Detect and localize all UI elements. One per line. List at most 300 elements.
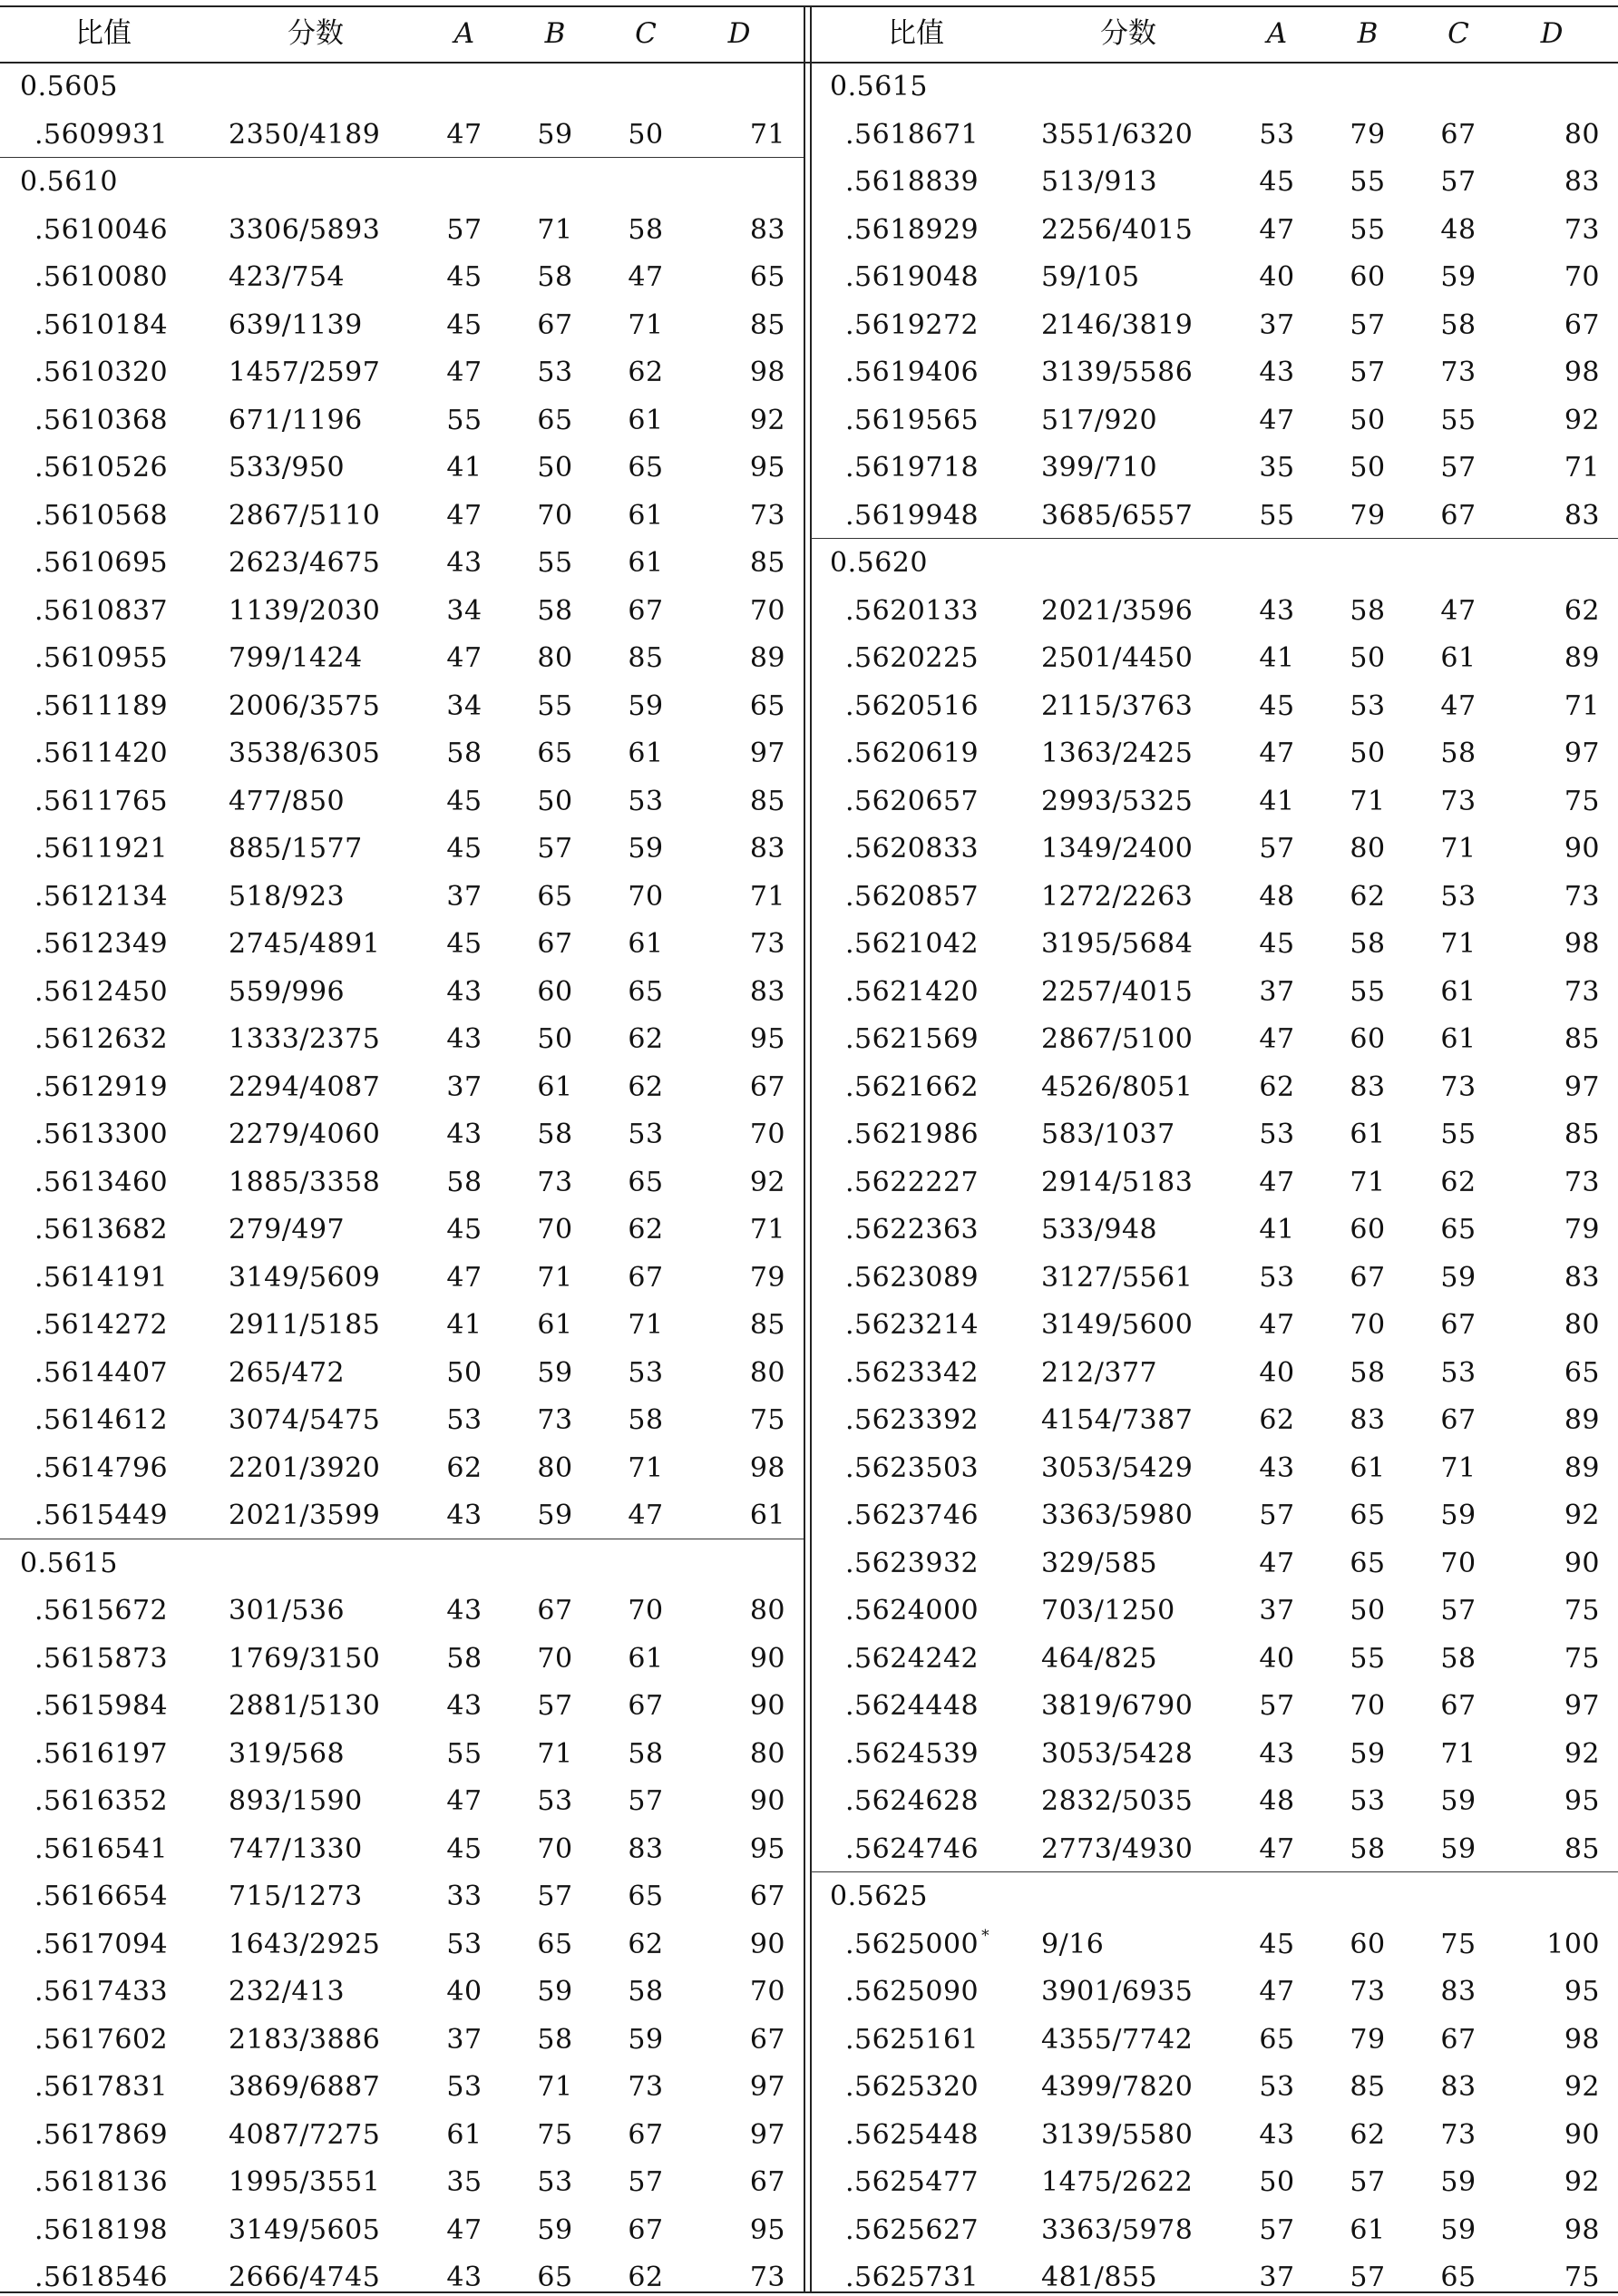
gear-d-value: 97 xyxy=(1564,1690,1600,1722)
fraction-value: 2867/5100 xyxy=(1041,1023,1194,1055)
ratio-text: .5619565 xyxy=(845,404,980,436)
gear-d-value: 92 xyxy=(1564,2071,1600,2103)
gear-a-value: 48 xyxy=(1259,1785,1295,1817)
ratio-text: .5620619 xyxy=(845,738,980,769)
gear-b-value: 50 xyxy=(1350,642,1386,674)
ratio-value xyxy=(845,1070,980,1103)
ratio-value xyxy=(845,785,980,817)
ratio-value xyxy=(845,1502,979,1529)
gear-b-value: 61 xyxy=(1350,2213,1386,2246)
gear-b-value: 53 xyxy=(537,357,573,388)
gear-b-value: 61 xyxy=(537,1070,573,1103)
ratio-text: .5624448 xyxy=(845,1690,980,1722)
gear-a-value: 58 xyxy=(446,1166,482,1198)
gear-b-value: 67 xyxy=(537,308,573,341)
gear-d-value: 80 xyxy=(1564,118,1600,151)
gear-b-value: 83 xyxy=(1350,1404,1386,1436)
gear-b-value: 73 xyxy=(1350,1976,1386,2008)
fraction-value: 3306/5893 xyxy=(229,213,381,246)
gear-c-value: 57 xyxy=(1440,452,1477,484)
gear-d-value: 73 xyxy=(749,2262,785,2293)
gear-b-value: 55 xyxy=(537,689,573,722)
gear-d-value: 97 xyxy=(1564,738,1600,769)
ratio-text: .5614272 xyxy=(34,1309,169,1341)
ratio-text: .5618546 xyxy=(34,2262,169,2293)
gear-c-value: 71 xyxy=(628,308,664,341)
ratio-value xyxy=(845,308,980,341)
gear-b-value: 65 xyxy=(537,2262,573,2293)
gear-a-value: 53 xyxy=(446,1928,482,1960)
ratio-text: .5619272 xyxy=(845,308,980,341)
gear-c-value: 57 xyxy=(1440,166,1477,198)
gear-c-value: 61 xyxy=(628,547,664,579)
fraction-value: 2201/3920 xyxy=(229,1451,381,1484)
gear-a-value: 47 xyxy=(446,357,482,388)
gear-c-value: 55 xyxy=(1440,1119,1477,1150)
gear-c-value: 61 xyxy=(628,404,664,436)
ratio-value xyxy=(845,1261,980,1294)
ratio-value xyxy=(845,1121,979,1148)
ratio-value xyxy=(34,1642,169,1675)
gear-c-value: 50 xyxy=(628,118,664,151)
ratio-text: .5625448 xyxy=(845,2118,980,2151)
gear-c-value: 83 xyxy=(1440,1976,1477,2008)
ratio-text: .5620225 xyxy=(845,642,980,674)
gear-d-value: 85 xyxy=(1564,1119,1600,1150)
gear-c-value: 70 xyxy=(628,880,664,913)
fraction-value: 399/710 xyxy=(1041,452,1158,484)
gear-b-value: 50 xyxy=(1350,738,1386,769)
ratio-value xyxy=(34,1356,169,1389)
gear-b-value: 75 xyxy=(537,2118,573,2151)
gear-c-value: 83 xyxy=(628,1832,664,1865)
ratio-value xyxy=(34,1978,168,2006)
gear-c-value: 70 xyxy=(1440,1547,1477,1579)
gear-d-value: 62 xyxy=(1564,594,1600,627)
gear-c-value: 57 xyxy=(628,1785,664,1817)
footnote-marker: * xyxy=(981,1926,990,1945)
gear-c-value: 48 xyxy=(1440,213,1477,246)
ratio-text: .5612919 xyxy=(34,1070,169,1103)
gear-c-value: 53 xyxy=(628,785,664,817)
ratio-text: .5615873 xyxy=(34,1642,169,1675)
ratio-text: .5609931 xyxy=(34,118,169,151)
ratio-value xyxy=(845,1832,980,1865)
ratio-value xyxy=(34,261,169,293)
gear-b-value: 65 xyxy=(537,738,573,769)
ratio-value xyxy=(34,1737,169,1770)
ratio-value xyxy=(34,1309,169,1341)
fraction-value: 2294/4087 xyxy=(229,1070,381,1103)
gear-d-value: 90 xyxy=(749,1785,785,1817)
ratio-text: .5616654 xyxy=(34,1881,169,1912)
fraction-value: 3901/6935 xyxy=(1041,1976,1194,2008)
fraction-value: 212/377 xyxy=(1041,1356,1158,1389)
gear-a-value: 40 xyxy=(1259,261,1295,293)
gear-b-value: 80 xyxy=(537,642,573,674)
gear-a-value: 43 xyxy=(446,975,482,1008)
ratio-text: .5612349 xyxy=(34,928,169,960)
gear-c-value: 61 xyxy=(628,738,664,769)
gear-d-value: 83 xyxy=(749,975,785,1008)
ratio-text: .5617433 xyxy=(34,1976,169,2008)
gear-d-value: 90 xyxy=(749,1928,785,1960)
ratio-text: .5624539 xyxy=(845,1737,980,1770)
ratio-text: .5616197 xyxy=(34,1737,169,1770)
gear-c-value: 58 xyxy=(1440,738,1477,769)
gear-b-value: 61 xyxy=(1350,1119,1386,1150)
fraction-value: 2006/3575 xyxy=(229,689,381,722)
ratio-text: .5610046 xyxy=(34,213,169,246)
group-heading: 0.5615 xyxy=(20,1547,118,1579)
gear-c-value: 71 xyxy=(628,1451,664,1484)
header-rule xyxy=(0,62,1618,64)
gear-d-value: 73 xyxy=(749,499,785,532)
ratio-value xyxy=(845,740,979,767)
gear-d-value: 73 xyxy=(1564,1166,1600,1198)
gear-c-value: 67 xyxy=(1440,1404,1477,1436)
gear-c-value: 59 xyxy=(1440,2213,1477,2246)
ratio-value xyxy=(34,785,169,817)
ratio-text: .5612632 xyxy=(34,1023,169,1055)
gear-c-value: 65 xyxy=(628,452,664,484)
ratio-text: .5624628 xyxy=(845,1785,980,1817)
gear-c-value: 71 xyxy=(1440,1737,1477,1770)
fraction-value: 4399/7820 xyxy=(1041,2071,1194,2103)
gear-a-value: 43 xyxy=(446,1690,482,1722)
gear-d-value: 98 xyxy=(1564,2213,1600,2246)
gear-b-value: 79 xyxy=(1350,499,1386,532)
ratio-text: .5625731 xyxy=(845,2262,980,2293)
gear-c-value: 85 xyxy=(628,642,664,674)
fraction-value: 3127/5561 xyxy=(1041,1261,1194,1294)
fraction-value: 2021/3596 xyxy=(1041,594,1194,627)
gear-b-value: 67 xyxy=(537,928,573,960)
gear-b-value: 67 xyxy=(537,1595,573,1627)
gear-d-value: 75 xyxy=(1564,1595,1600,1627)
fraction-value: 3053/5429 xyxy=(1041,1451,1194,1484)
gear-c-value: 53 xyxy=(1440,880,1477,913)
ratio-text: .5623932 xyxy=(845,1547,980,1579)
gear-b-value: 60 xyxy=(537,975,573,1008)
gear-d-value: 80 xyxy=(1564,1309,1600,1341)
ratio-value xyxy=(845,1404,980,1436)
gear-a-value: 47 xyxy=(446,1261,482,1294)
fraction-value: 423/754 xyxy=(229,261,346,293)
gear-c-value: 62 xyxy=(628,1023,664,1055)
ratio-value xyxy=(34,308,169,341)
gear-a-value: 50 xyxy=(446,1356,482,1389)
fraction-value: 583/1037 xyxy=(1041,1119,1175,1150)
gear-c-value: 73 xyxy=(1440,785,1477,817)
group-heading: 0.5605 xyxy=(20,71,118,103)
gear-d-value: 67 xyxy=(1564,308,1600,341)
gear-a-value: 41 xyxy=(446,1309,482,1341)
ratio-text: .5610080 xyxy=(34,261,169,293)
gear-d-value: 83 xyxy=(749,213,785,246)
gear-a-value: 45 xyxy=(1259,928,1295,960)
gear-b-value: 55 xyxy=(537,547,573,579)
gear-b-value: 60 xyxy=(1350,1023,1386,1055)
ratio-value xyxy=(845,642,980,674)
gear-c-value: 71 xyxy=(1440,1451,1477,1484)
fraction-value: 232/413 xyxy=(229,1976,346,2008)
gear-a-value: 47 xyxy=(1259,1023,1295,1055)
gear-c-value: 53 xyxy=(628,1119,664,1150)
ratio-text: .5615984 xyxy=(34,1690,169,1722)
gear-a-value: 55 xyxy=(446,1737,482,1770)
gear-b-value: 83 xyxy=(1350,1070,1386,1103)
gear-b-value: 73 xyxy=(537,1166,573,1198)
gear-a-value: 45 xyxy=(1259,1928,1295,1960)
gear-b-value: 58 xyxy=(1350,594,1386,627)
ratio-text: .5624746 xyxy=(845,1832,980,1865)
gear-d-value: 85 xyxy=(749,1309,785,1341)
fraction-value: 3819/6790 xyxy=(1041,1690,1194,1722)
gear-b-value: 79 xyxy=(1350,118,1386,151)
fraction-value: 3149/5600 xyxy=(1041,1309,1194,1341)
gear-d-value: 90 xyxy=(749,1642,785,1675)
gear-b-value: 71 xyxy=(537,1737,573,1770)
gear-c-value: 67 xyxy=(1440,2023,1477,2056)
ratio-value xyxy=(34,213,169,246)
gear-c-value: 62 xyxy=(628,1928,664,1960)
ratio-text: .5612134 xyxy=(34,880,169,913)
gear-c-value: 58 xyxy=(628,1976,664,2008)
ratio-text: .5613682 xyxy=(34,1214,169,1246)
gear-c-value: 61 xyxy=(1440,975,1477,1008)
gear-a-value: 47 xyxy=(446,2213,482,2246)
gear-c-value: 62 xyxy=(628,1070,664,1103)
gear-a-value: 41 xyxy=(1259,785,1295,817)
ratio-text: .5620133 xyxy=(845,594,980,627)
group-heading: 0.5625 xyxy=(830,1881,928,1912)
fraction-value: 3195/5684 xyxy=(1041,928,1194,960)
ratio-text: .5621569 xyxy=(845,1023,980,1055)
gear-c-value: 71 xyxy=(1440,928,1477,960)
ratio-text: .5615672 xyxy=(34,1595,169,1627)
fraction-value: 319/568 xyxy=(229,1737,346,1770)
gear-c-value: 62 xyxy=(1440,1166,1477,1198)
fraction-value: 1885/3358 xyxy=(229,1166,381,1198)
ratio-value xyxy=(845,1309,980,1341)
fraction-value: 301/536 xyxy=(229,1595,346,1627)
gear-d-value: 92 xyxy=(749,404,785,436)
gear-b-value: 57 xyxy=(537,1690,573,1722)
gear-b-value: 57 xyxy=(537,1881,573,1912)
ratio-value xyxy=(845,1926,990,1960)
fraction-value: 3869/6887 xyxy=(229,2071,381,2103)
gear-a-value: 45 xyxy=(446,1832,482,1865)
gear-d-value: 65 xyxy=(1564,1356,1600,1389)
center-divider-left xyxy=(804,5,805,2291)
gear-b-value: 58 xyxy=(537,2023,573,2056)
gear-b-value: 65 xyxy=(1350,1547,1386,1579)
gear-a-value: 47 xyxy=(446,118,482,151)
fraction-value: 1643/2925 xyxy=(229,1928,381,1960)
ratio-text: .5622227 xyxy=(845,1166,980,1198)
gear-a-value: 62 xyxy=(1259,1404,1295,1436)
gear-c-value: 59 xyxy=(1440,2166,1477,2198)
ratio-text: .5614407 xyxy=(34,1356,169,1389)
ratio-value xyxy=(845,835,979,863)
gear-c-value: 59 xyxy=(628,833,664,865)
ratio-value xyxy=(845,166,980,198)
fraction-value: 517/920 xyxy=(1041,404,1158,436)
gear-d-value: 83 xyxy=(749,833,785,865)
column-header-a: A xyxy=(1266,17,1288,50)
fraction-value: 279/497 xyxy=(229,1214,346,1246)
gear-c-value: 67 xyxy=(1440,1309,1477,1341)
gear-b-value: 65 xyxy=(537,404,573,436)
gear-a-value: 43 xyxy=(446,1500,482,1531)
gear-a-value: 53 xyxy=(1259,2071,1295,2103)
gear-d-value: 95 xyxy=(1564,1976,1600,2008)
fraction-value: 2021/3599 xyxy=(229,1500,381,1531)
gear-a-value: 47 xyxy=(1259,213,1295,246)
gear-c-value: 58 xyxy=(1440,308,1477,341)
gear-a-value: 37 xyxy=(446,880,482,913)
gear-d-value: 92 xyxy=(1564,1737,1600,1770)
gear-b-value: 50 xyxy=(537,452,573,484)
ratio-value xyxy=(34,454,168,482)
ratio-value xyxy=(845,2213,980,2246)
ratio-text: .5620516 xyxy=(845,689,980,722)
ratio-text: .5618198 xyxy=(34,2213,169,2246)
gear-d-value: 80 xyxy=(749,1595,785,1627)
gear-b-value: 70 xyxy=(537,1214,573,1246)
group-separator xyxy=(811,1871,1618,1872)
ratio-text: .5625000 xyxy=(845,1928,980,1960)
ratio-text: .5621420 xyxy=(845,975,980,1008)
ratio-text: .5610837 xyxy=(34,594,169,627)
gear-c-value: 59 xyxy=(1440,1832,1477,1865)
ratio-value xyxy=(34,1121,168,1148)
gear-d-value: 98 xyxy=(1564,2023,1600,2056)
top-rule xyxy=(0,5,1618,7)
gear-d-value: 90 xyxy=(749,1690,785,1722)
gear-b-value: 58 xyxy=(537,594,573,627)
gear-d-value: 95 xyxy=(749,452,785,484)
ratio-text: .5623214 xyxy=(845,1309,980,1341)
gear-c-value: 70 xyxy=(628,1595,664,1627)
gear-c-value: 59 xyxy=(1440,1261,1477,1294)
gear-a-value: 43 xyxy=(446,547,482,579)
gear-b-value: 70 xyxy=(1350,1690,1386,1722)
fraction-value: 2745/4891 xyxy=(229,928,381,960)
gear-c-value: 67 xyxy=(628,1690,664,1722)
gear-b-value: 58 xyxy=(1350,928,1386,960)
gear-d-value: 97 xyxy=(749,738,785,769)
ratio-text: .5610320 xyxy=(34,357,169,388)
column-header-c: C xyxy=(1447,17,1469,50)
fraction-value: 9/16 xyxy=(1041,1928,1105,1960)
gear-a-value: 37 xyxy=(1259,308,1295,341)
fraction-value: 2183/3886 xyxy=(229,2023,381,2056)
gear-a-value: 45 xyxy=(1259,166,1295,198)
gear-a-value: 57 xyxy=(1259,833,1295,865)
gear-c-value: 53 xyxy=(1440,1356,1477,1389)
gear-d-value: 95 xyxy=(749,1832,785,1865)
gear-c-value: 59 xyxy=(1440,1500,1477,1531)
gear-b-value: 62 xyxy=(1350,880,1386,913)
gear-b-value: 73 xyxy=(537,1404,573,1436)
gear-a-value: 43 xyxy=(1259,2118,1295,2151)
ratio-value xyxy=(845,975,980,1008)
fraction-value: 799/1424 xyxy=(229,642,363,674)
gear-d-value: 73 xyxy=(1564,880,1600,913)
gear-a-value: 45 xyxy=(1259,689,1295,722)
column-header-fraction: 分数 xyxy=(288,17,344,50)
ratio-text: .5610368 xyxy=(34,404,169,436)
gear-b-value: 53 xyxy=(1350,689,1386,722)
group-separator xyxy=(0,157,804,158)
gear-a-value: 37 xyxy=(1259,1595,1295,1627)
gear-d-value: 79 xyxy=(1564,1214,1600,1246)
ratio-text: .5624000 xyxy=(845,1595,980,1627)
gear-d-value: 65 xyxy=(749,261,785,293)
fraction-value: 3149/5605 xyxy=(229,2213,381,2246)
gear-c-value: 59 xyxy=(1440,1785,1477,1817)
fraction-value: 3053/5428 xyxy=(1041,1737,1194,1770)
fraction-value: 533/950 xyxy=(229,452,346,484)
ratio-text: .5612450 xyxy=(34,975,169,1008)
gear-a-value: 45 xyxy=(446,785,482,817)
gear-b-value: 55 xyxy=(1350,1642,1386,1675)
ratio-value xyxy=(845,213,980,246)
ratio-value xyxy=(34,2264,168,2291)
gear-b-value: 71 xyxy=(1350,785,1386,817)
gear-c-value: 61 xyxy=(628,928,664,960)
gear-c-value: 83 xyxy=(1440,2071,1477,2103)
gear-a-value: 57 xyxy=(1259,1500,1295,1531)
ratio-value xyxy=(34,1216,168,1244)
ratio-value xyxy=(845,2264,979,2291)
column-header-fraction: 分数 xyxy=(1100,17,1156,50)
ratio-text: .5623503 xyxy=(845,1451,980,1484)
gear-c-value: 65 xyxy=(628,975,664,1008)
fraction-value: 2501/4450 xyxy=(1041,642,1194,674)
gear-d-value: 85 xyxy=(1564,1023,1600,1055)
fraction-value: 3074/5475 xyxy=(229,1404,381,1436)
gear-c-value: 59 xyxy=(628,2023,664,2056)
gear-a-value: 41 xyxy=(1259,642,1295,674)
gear-a-value: 40 xyxy=(1259,1642,1295,1675)
ratio-value xyxy=(845,2166,980,2198)
ratio-text: .5613300 xyxy=(34,1119,169,1150)
column-header-c: C xyxy=(635,17,657,50)
ratio-text: .5613460 xyxy=(34,1166,169,1198)
gear-c-value: 67 xyxy=(628,594,664,627)
ratio-text: .5617094 xyxy=(34,1928,169,1960)
gear-c-value: 65 xyxy=(1440,1214,1477,1246)
gear-b-value: 57 xyxy=(537,833,573,865)
ratio-text: .5610955 xyxy=(34,642,169,674)
ratio-value xyxy=(34,1597,168,1625)
gear-d-value: 61 xyxy=(749,1500,785,1531)
gear-b-value: 55 xyxy=(1350,166,1386,198)
fraction-value: 1272/2263 xyxy=(1041,880,1194,913)
gear-d-value: 92 xyxy=(1564,404,1600,436)
gear-a-value: 43 xyxy=(446,1595,482,1627)
ratio-value xyxy=(845,1216,979,1244)
gear-b-value: 50 xyxy=(537,1023,573,1055)
gear-b-value: 65 xyxy=(537,1928,573,1960)
gear-d-value: 89 xyxy=(1564,642,1600,674)
gear-d-value: 85 xyxy=(749,547,785,579)
gear-b-value: 59 xyxy=(537,1500,573,1531)
gear-d-value: 97 xyxy=(749,2071,785,2103)
